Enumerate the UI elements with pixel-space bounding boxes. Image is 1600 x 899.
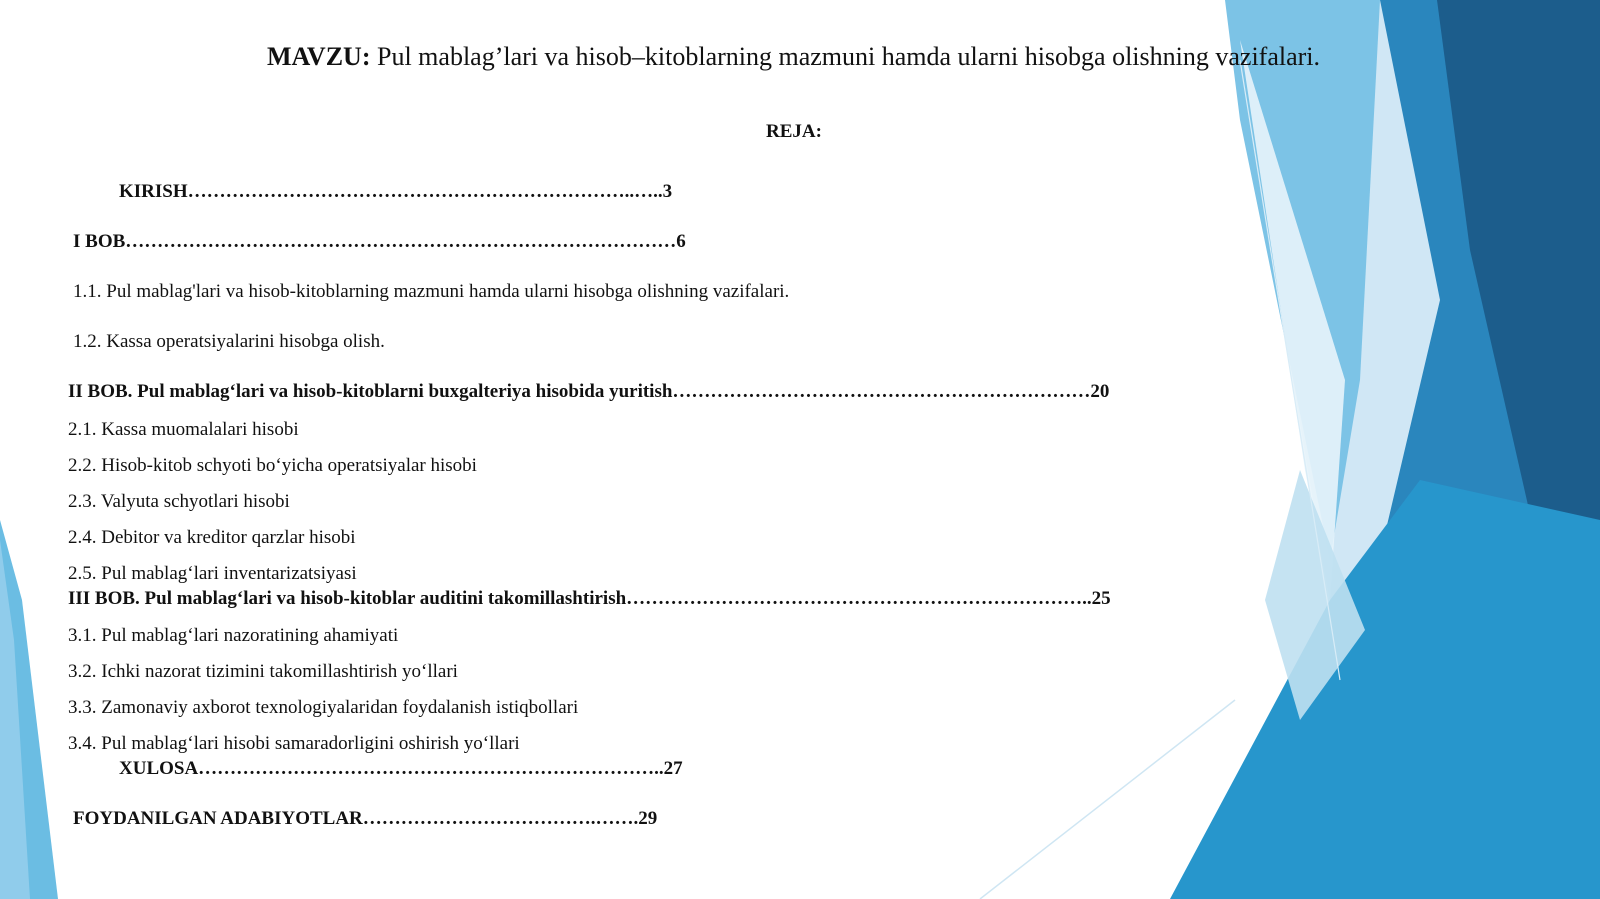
- toc-entry: 3.1. Pul mablag‘lari nazoratining ahamiyati: [68, 625, 399, 646]
- toc-entry: 2.5. Pul mablag‘lari inventarizatsiyasi: [68, 563, 357, 584]
- toc-entry: 3.4. Pul mablag‘lari hisobi samaradorligini oshirish yo‘llari: [68, 733, 520, 754]
- toc-entry: XULOSA………………………………………………………………..27: [119, 758, 683, 779]
- toc-entry: II BOB. Pul mablag‘lari va hisob-kitoblarni buxgalteriya hisobida yuritish…………………………………………………………20: [68, 381, 1110, 402]
- toc-entry: 3.2. Ichki nazorat tizimini takomillashtirish yo‘llari: [68, 661, 458, 682]
- toc-entry: 1.2. Kassa operatsiyalarini hisobga olish.: [73, 331, 385, 352]
- toc-entry: KIRISH……………………………………………………………..…..3: [119, 181, 673, 202]
- toc-entry: 2.3. Valyuta schyotlari hisobi: [68, 491, 290, 512]
- toc-entry: FOYDANILGAN ADABIYOTLAR……………………………….…….29: [73, 808, 658, 829]
- right-cyan-wedge: [1170, 480, 1600, 899]
- toc-entry: 2.4. Debitor va kreditor qarzlar hisobi: [68, 527, 356, 548]
- toc-entry: 2.2. Hisob-kitob schyoti bo‘yicha operatsiyalar hisobi: [68, 455, 477, 476]
- plan-heading: REJA:: [766, 121, 822, 142]
- title-text: Pul mablag’lari va hisob–kitoblarning mazmuni hamda ularni hisobga olishning vazifalari.: [377, 42, 1321, 71]
- toc-entry: 2.1. Kassa muomalalari hisobi: [68, 419, 299, 440]
- slide-title: [0, 41, 1587, 73]
- title-label: MAVZU:: [266, 42, 371, 71]
- toc-entry: 1.1. Pul mablag'lari va hisob-kitoblarning mazmuni hamda ularni hisobga olishning vazifalari.: [73, 281, 790, 302]
- toc-entry: III BOB. Pul mablag‘lari va hisob-kitoblar auditini takomillashtirish………………………………………………………………..25: [68, 588, 1111, 609]
- toc-entry: 3.3. Zamonaviy axborot texnologiyalaridan foydalanish istiqbollari: [68, 697, 579, 718]
- toc-entry: I BOB……………………………………………………………………………6: [73, 231, 686, 252]
